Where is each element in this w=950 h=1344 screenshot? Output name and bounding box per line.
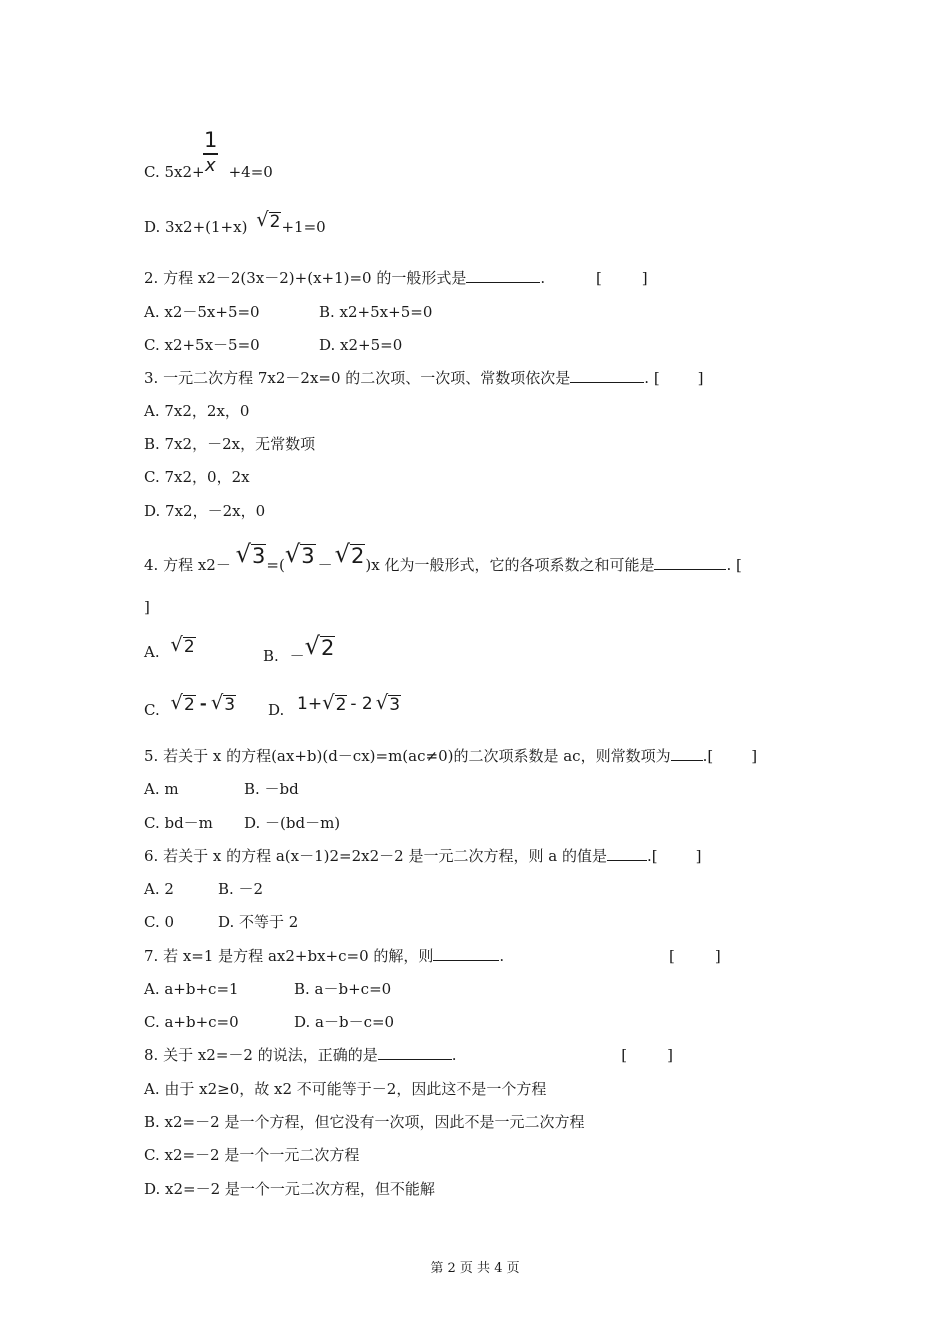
option-2d: D. x2+5=0 [319,336,403,354]
bracket-open: [ [668,947,675,965]
option-1d-part-b: +1=0 [281,218,326,236]
question-4-bracket-close: ] [144,598,150,616]
option-2b: B. x2+5x+5=0 [319,303,433,321]
option-2a: A. x2－5x+5=0 [144,303,260,321]
answer-blank[interactable] [466,268,540,283]
answer-blank[interactable] [654,555,726,570]
bracket-close: ] [697,369,704,387]
question-4-part-c: )x 化为一般形式，它的各项系数之和可能是 [365,556,655,574]
sqrt-expression: √ 3 [235,540,266,568]
option-5c: C. bd－m [144,814,213,832]
bracket-close: ] [667,1046,674,1064]
sqrt-expression: √ 2 [170,633,195,657]
option-1d-part-a: D. 3x2+(1+x) [144,218,248,236]
page-footer: 第 2 页 共 4 页 [430,1261,520,1276]
option-5d: D. －(bd－m) [244,814,341,832]
option-6a: A. 2 [144,880,174,898]
bracket-open: [ [595,269,602,287]
sqrt-expression: √ 3 [210,691,236,715]
option-5b: B. －bd [244,780,299,798]
option-1c [144,162,273,182]
option-6b: B. －2 [218,880,264,898]
option-4c: C. √ 2 - √ 3 [144,691,236,719]
option-1d [144,208,326,238]
option-3a: A. 7x2，2x，0 [144,402,250,420]
option-8d: D. x2=－2 是一个一元二次方程，但不能解 [144,1180,435,1198]
option-6c: C. 0 [144,913,175,931]
option-4d: D. 1+ √ 2 - 2 √ 3 [268,691,401,719]
question-6: 6. 若关于 x 的方程 a(x－1)2=2x2－2 是一元二次方程，则 a 的值是 .[ ] [144,847,702,865]
sqrt-expression: √ 3 [284,540,315,568]
option-1c-part-a: C. 5x2+ [144,163,205,181]
sqrt-expression: √ 2 [334,540,365,568]
fraction-denominator: x [205,155,216,176]
bracket-open: [ [621,1046,628,1064]
option-5a: A. m [144,780,179,798]
option-1c-part-b: +4=0 [228,163,273,181]
answer-blank[interactable] [570,368,644,383]
option-3c: C. 7x2，0，2x [144,468,250,486]
answer-blank[interactable] [607,846,647,861]
option-8a: A. 由于 x2≥0，故 x2 不可能等于－2，因此这不是一个方程 [144,1080,547,1098]
question-7: 7. 若 x=1 是方程 ax2+bx+c=0 的解，则 . [ ] [144,947,721,965]
bracket-close: ] [695,847,702,865]
bracket-close: ] [751,747,758,765]
question-2: 2. 方程 x2－2(3x－2)+(x+1)=0 的一般形式是 . [ ] [144,269,648,287]
sqrt-expression: √ 2 [304,632,335,660]
option-7b: B. a－b+c=0 [294,980,392,998]
question-6-text: 6. 若关于 x 的方程 a(x－1)2=2x2－2 是一元二次方程，则 a 的值是 [144,847,607,865]
option-7c: C. a+b+c=0 [144,1013,239,1031]
option-2c: C. x2+5x－5=0 [144,336,260,354]
option-7a: A. a+b+c=1 [144,980,239,998]
sqrt-expression: √ 2 [256,208,281,232]
question-4: 4. 方程 x2－ √ 3 =( √ 3 － √ 2 )x 化为一般形式，它的各项系数之和可能是 . [ [144,540,742,574]
option-3b: B. 7x2，－2x，无常数项 [144,435,316,453]
option-6d: D. 不等于 2 [218,913,299,931]
answer-blank[interactable] [378,1045,452,1060]
answer-blank[interactable] [433,946,499,961]
question-8-text: 8. 关于 x2=－2 的说法，正确的是 [144,1046,378,1064]
option-8b: B. x2=－2 是一个方程，但它没有一次项，因此不是一元二次方程 [144,1113,585,1131]
option-3d: D. 7x2，－2x，0 [144,502,266,520]
sqrt-expression: √ 3 [375,691,401,715]
bracket-close: ] [641,269,648,287]
question-3: 3. 一元二次方程 7x2－2x=0 的二次项、一次项、常数项依次是 . [ ] [144,369,704,387]
option-8c: C. x2=－2 是一个一元二次方程 [144,1146,360,1164]
question-5: 5. 若关于 x 的方程(ax+b)(d－cx)=m(ac≠0)的二次项系数是 ac，则常数项为 .[ ] [144,747,758,765]
option-4b: B. － √ 2 [263,632,335,665]
question-2-text: 2. 方程 x2－2(3x－2)+(x+1)=0 的一般形式是 [144,269,467,287]
sqrt-expression: √ 2 [170,691,195,715]
question-4-part-a: 4. 方程 x2－ [144,556,231,574]
option-4a: A. √ 2 [144,633,195,661]
question-5-text: 5. 若关于 x 的方程(ax+b)(d－cx)=m(ac≠0)的二次项系数是 ac，则常数项为 [144,747,671,765]
sqrt-expression: √ 2 [322,691,347,715]
bracket-close: ] [714,947,721,965]
fraction-numerator: 1 [204,128,218,152]
question-8: 8. 关于 x2=－2 的说法，正确的是 . [ ] [144,1046,674,1064]
answer-blank[interactable] [671,746,703,761]
question-7-text: 7. 若 x=1 是方程 ax2+bx+c=0 的解，则 [144,947,434,965]
question-3-text: 3. 一元二次方程 7x2－2x=0 的二次项、一次项、常数项依次是 [144,369,571,387]
option-7d: D. a－b－c=0 [294,1013,395,1031]
